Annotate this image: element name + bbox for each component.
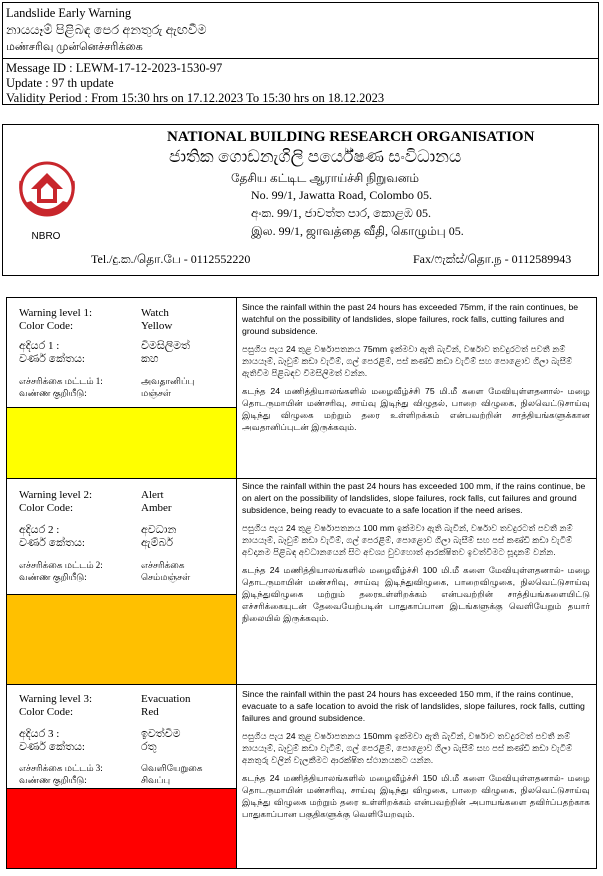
ta-color-label: வண்ண குறியீடு: [19, 572, 87, 582]
warning-level-2-row [7, 478, 596, 684]
red-color-swatch [7, 788, 236, 868]
telephone: Tel./දු.ක./தொ.பே - 0112552220 [91, 252, 251, 266]
warning-level-1-row [7, 298, 596, 478]
description-tamil: கடந்த 24 மணித்தியாலங்களில் மழைவீழ்ச்சி 100 மி.மீ களை மேவியுள்ளதனால்- மழை தொடருமாயின் மண்சரிவு, சாய்வு இடிந்துவிழுகை, பாறைவிழுகை, நிலவெட்டுசாய்வு இடிந்துவிழுகை மற்றும் தரைஉள்ளிறக்கம் என்பவற்றின் சாத்தியங்களையிட்டு எச்சரிக்கையுடன் தேவையேற்படின் பாதுகாப்பான இடங்களுக்கு வெளியேறும் தயார் நிலையில் இருக்கவும். [242, 565, 590, 623]
warning-levels-table [6, 297, 597, 869]
level-1-description [242, 301, 590, 439]
title-tamil: மண்சரிவு முன்னெச்சரிக்கை [6, 41, 143, 53]
yellow-color-swatch [7, 407, 236, 478]
si-level-value: ඉවත්වීම [141, 728, 181, 740]
title: Landslide Early Warning [6, 6, 132, 20]
update-number: Update : 97 th update [6, 76, 114, 90]
ta-level-label: எச்சரிக்கை மட்டம் 2: [19, 560, 103, 570]
level-value: Watch [141, 307, 169, 319]
si-color-value: ඇම්බර් [141, 537, 173, 549]
ta-color-value: மஞ்சள் [141, 388, 172, 398]
si-color-value: රතු [141, 741, 157, 753]
si-level-value: විමසිලිමත් [141, 340, 190, 352]
level-3-description [242, 688, 590, 826]
color-value: Red [141, 706, 159, 718]
org-name-english: NATIONAL BUILDING RESEARCH ORGANISATION [167, 129, 535, 145]
org-name-tamil: தேசிய கட்டிட ஆராய்ச்சி நிறுவனம் [231, 171, 420, 185]
si-color-label: වර්ණ කේතය: [19, 537, 85, 549]
color-value: Yellow [141, 320, 173, 332]
color-value: Amber [141, 502, 172, 514]
ta-color-value: சிவப்பு [141, 775, 171, 785]
description-sinhala: පසුගිය පැය 24 තුළ වර්ෂාපතනය 150mm ඉක්මවා ඇති බැවින්, වර්ෂාව තවදුරටත් පවතී නම් නායයෑම්, බෑවුම් කඩා වැටීම්, ගල් පෙරළීම්, පොළොව ගිලා බැසීම් සහ පස් කණ්ඩි කඩා වැටීම් අනතුරු වලින් වැලකීමට ආරක්ෂිත ස්ථානයකට යන්න. [242, 731, 573, 765]
level-value: Evacuation [141, 693, 191, 705]
color-label: Color Code: [19, 320, 74, 332]
address-sinhala: අංක. 99/1, ජාවත්ත පාර, කොළඹ 05. [251, 206, 431, 220]
amber-color-swatch [7, 594, 236, 684]
ta-color-label: வண்ண குறியீடு: [19, 388, 87, 398]
logo-label: NBRO [31, 231, 61, 242]
level-label: Warning level 1: [19, 307, 93, 319]
description-english: Since the rainfall within the past 24 hours has exceeded 100 mm, if the rains continue, be on alert on the possibility of landslides, slope failures, rock falls, cut failures and ground subsidence, being ready to evacuate to a safe location if the need arises. [242, 481, 586, 515]
address-english: No. 99/1, Jawatta Road, Colombo 05. [251, 188, 432, 202]
organisation-box [2, 124, 599, 276]
si-level-label: අදියර 1 : [19, 340, 60, 352]
level-2-description [242, 480, 590, 630]
address-tamil: இல. 99/1, ஜாவத்தை வீதி, கொழும்பு 05. [251, 224, 464, 238]
si-level-value: අවධාන [141, 524, 177, 536]
description-english: Since the rainfall within the past 24 hours has exceeded 150 mm, if the rains continue, evacuate to a safe location to avoid the risk of landslides, slope failures, rock falls, cutting failures and ground subsidence. [242, 689, 585, 723]
level-label: Warning level 3: [19, 693, 93, 705]
ta-level-label: எச்சரிக்கை மட்டம் 3: [19, 763, 103, 773]
si-color-label: වර්ණ කේතය: [19, 741, 85, 753]
description-tamil: கடந்த 24 மணித்தியாலங்களில் மழைவீழ்ச்சி 150 மி.மீ களை மேவியுள்ளதனால்- மழை தொடருமாயின் மண்சரிவு, சாய்வு இடிந்து விழுகை, பாறை விழுகை, நிலவெட்டுசாய்வு இடிந்து விழுகை மற்றும் தரை உள்ளிறக்கம் என்பவற்றின் அபாயங்களை தவிர்ப்பதற்காக பாதுகாப்பான பகுதிகளுக்கு வெளியேறவும். [242, 773, 590, 819]
ta-color-label: வண்ண குறியீடு: [19, 775, 87, 785]
validity-period: Validity Period : From 15:30 hrs on 17.12.2023 To 15:30 hrs on 18.12.2023 [6, 91, 385, 105]
alert-header [2, 2, 599, 105]
ta-level-value: வெளியேறுகை [141, 763, 203, 773]
nbro-logo-icon [17, 159, 77, 231]
description-english: Since the rainfall within the past 24 hours has exceeded 75mm, if the rain continues, be watchful on the possibility of landslides, slope failures, rock falls, cutting failures and ground subsidence. [242, 302, 579, 336]
ta-level-label: எச்சரிக்கை மட்டம் 1: [19, 376, 103, 386]
level-label: Warning level 2: [19, 489, 93, 501]
description-sinhala: පසුගිය පැය 24 තුළ වර්ෂාපතනය 100 mm ඉක්මවා ඇති බැවින්, වර්ෂාව තවදුරටත් පවතී නම් නායයෑම්, බෑවුම් කඩා වැටීම්, ගල් පෙරළීම්, පොළොව ගිලා බැසීම් සහ පස් කණ්ඩි කඩා වැටීම් අවදානම පිළිබඳ අවධානයෙන් සිට අවශ්‍ය වුවහොත් ආරක්ෂිතව ඉවත්වීමට සූදානම් වන්න. [242, 523, 573, 557]
color-label: Color Code: [19, 502, 74, 514]
description-sinhala: පසුගිය පැය 24 තුළ වර්ෂාපතනය 75mm ඉක්මවා ඇති බැවින්, වර්ෂාව තවදුරටත් පවතී නම් නායයෑම්, බෑවුම් කඩා වැටීම්, ගල් පෙරළීම්, පස් කණ්ඩි කඩා වැටීම් සහ පොළොව ගිලා බැසීම් ඇතිවීම පිළිබඳව විමසිලිමත් වන්න. [242, 344, 573, 378]
si-level-label: අදියර 2 : [19, 524, 60, 536]
message-id: Message ID : LEWM-17-12-2023-1530-97 [6, 61, 223, 75]
title-sinhala: නායයෑම් පිළිබඳ පෙර අනතුරු ඇඟවීම [6, 22, 207, 37]
header-divider [3, 58, 598, 59]
level-value: Alert [141, 489, 164, 501]
org-name-sinhala: ජාතික ගොඩනැගිලි පර්යේෂණ සංවිධානය [169, 147, 462, 166]
si-color-label: වර්ණ කේතය: [19, 353, 85, 365]
ta-level-value: எச்சரிக்கை [141, 560, 185, 570]
ta-level-value: அவதானிப்பு [141, 376, 195, 386]
color-label: Color Code: [19, 706, 74, 718]
si-color-value: කහ [141, 353, 159, 365]
fax: Fax/ෆැක්ස්/தொ.ந - 0112589943 [413, 252, 572, 266]
description-tamil: கடந்த 24 மணித்தியாலங்களில் மழைவீழ்ச்சி 75 மி.மீ களை மேவியுள்ளதனால்- மழை தொடருமாயின் மண்சரிவு, சாய்வு இடிந்து விழுதல், பாறை விழுகை, நிலவெட்டுசாய்வு இடிந்து விழுகை மற்றும் தரை உள்ளிறக்கம் என்பவற்றின் சாத்தியங்களுக்கான அவதானிப்புடன் இருக்கவும். [242, 386, 590, 432]
ta-color-value: செம்மஞ்சள் [141, 572, 191, 582]
warning-level-3-row [7, 684, 596, 868]
si-level-label: අදියර 3 : [19, 728, 60, 740]
